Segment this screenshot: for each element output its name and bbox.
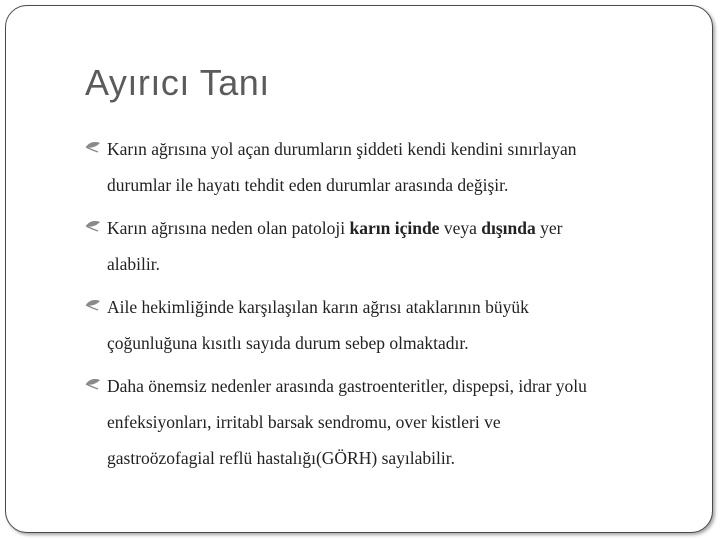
bullet-list [85,131,685,476]
bullet-item [85,131,685,203]
bullet-text: durumlar ile hayatı tehdit eden durumlar arasında değişir. [107,175,509,195]
bullet-line [107,440,685,476]
bullet-text: Karın ağrısına neden olan patoloji [107,218,350,238]
bullet-line [107,210,685,246]
leaf-bullet-icon [85,299,101,311]
bullet-text: Karın ağrısına yol açan durumların şiddeti kendi kendini sınırlayan [107,139,577,159]
bullet-text: Aile hekimliğinde karşılaşılan karın ağrısı ataklarının büyük [107,297,529,317]
bold-text: karın içinde [349,218,440,238]
bullet-item [85,210,685,282]
leaf-bullet-icon [85,378,101,390]
bullet-line [107,289,685,325]
bold-text: dışında [481,218,536,238]
bullet-text: yer [535,218,563,238]
bullet-line [107,404,685,440]
bullet-text: alabilir. [107,254,160,274]
bullet-item [85,368,685,476]
bullet-line [107,368,685,404]
slide-title: Ayırıcı Tanı [85,62,270,103]
bullet-line [107,167,685,203]
bullet-text: veya [439,218,482,238]
bullet-text: çoğunluğuna kısıtlı sayıda durum sebep olmaktadır. [107,333,469,353]
bullet-text: gastroözofagial reflü hastalığı(GÖRH) sayılabilir. [107,448,455,468]
bullet-line [107,246,685,282]
bullet-text: enfeksiyonları, irritabl barsak sendromu, over kistleri ve [107,412,501,432]
bullet-line [107,131,685,167]
bullet-line [107,325,685,361]
slide-frame [5,5,713,533]
leaf-bullet-icon [85,141,101,153]
bullet-item [85,289,685,361]
leaf-bullet-icon [85,220,101,232]
bullet-text: Daha önemsiz nedenler arasında gastroenteritler, dispepsi, idrar yolu [107,376,587,396]
